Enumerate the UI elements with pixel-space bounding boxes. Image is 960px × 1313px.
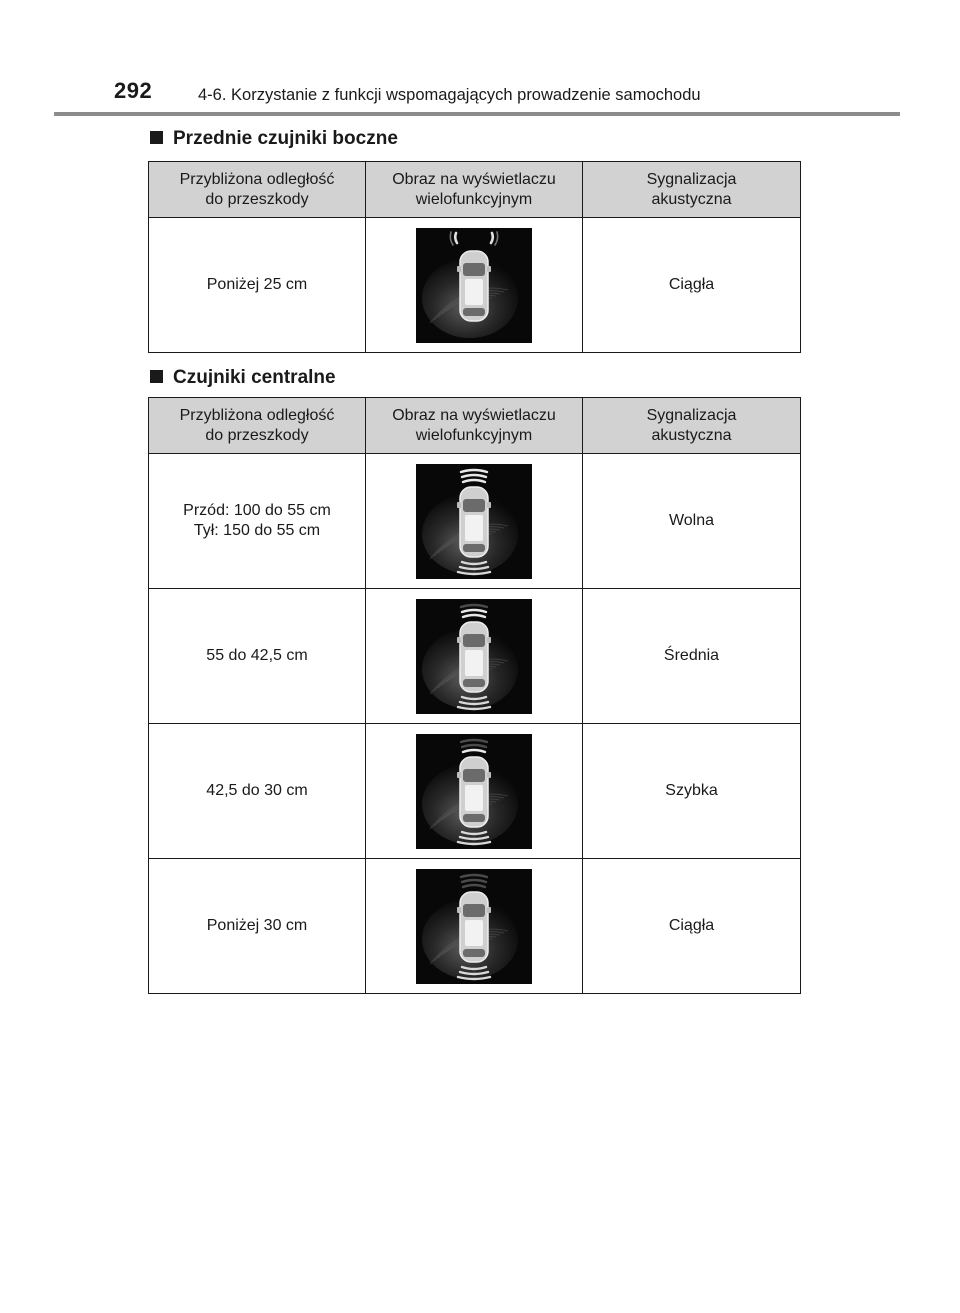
column-header-line: Przybliżona odległość	[179, 406, 335, 424]
distance-text: Tył: 150 do 55 cm	[193, 522, 321, 539]
center-sensor-display-0-bars-icon	[416, 869, 532, 984]
column-header-line: akustyczna	[651, 426, 732, 444]
table-row	[149, 724, 801, 859]
distance-text: Przód: 100 do 55 cm	[183, 502, 331, 519]
section-heading-front-corner	[150, 128, 398, 150]
center-sensor-display-1-bar-icon	[416, 734, 532, 849]
display-cell	[366, 454, 583, 589]
car-top-view-icon	[457, 757, 491, 827]
table-row	[149, 454, 801, 589]
square-bullet-icon	[150, 370, 163, 383]
column-header-line: Sygnalizacja	[646, 170, 737, 188]
square-bullet-icon	[150, 131, 163, 144]
distance-text: 42,5 do 30 cm	[206, 782, 308, 799]
distance-cell	[149, 589, 366, 724]
distance-text: Poniżej 30 cm	[206, 917, 308, 934]
column-header-line: wielofunkcyjnym	[415, 426, 533, 444]
table-row	[149, 218, 801, 353]
display-cell	[366, 859, 583, 994]
chapter-title: 4-6. Korzystanie z funkcji wspomagających prowadzenie samochodu	[198, 86, 701, 104]
column-header-buzzer	[583, 162, 801, 218]
header-rule	[54, 112, 900, 116]
buzzer-cell: Ciągła	[583, 859, 801, 994]
car-top-view-icon	[457, 251, 491, 321]
distance-cell	[149, 859, 366, 994]
column-header-line: do przeszkody	[205, 426, 309, 444]
table-row	[149, 859, 801, 994]
column-header-line: Przybliżona odległość	[179, 170, 335, 188]
display-cell	[366, 589, 583, 724]
column-header-line: Sygnalizacja	[646, 406, 737, 424]
car-top-view-icon	[457, 487, 491, 557]
column-header-line: akustyczna	[651, 190, 732, 208]
column-header-line: wielofunkcyjnym	[415, 190, 533, 208]
center-sensor-display-2-bars-icon	[416, 599, 532, 714]
car-top-view-icon	[457, 622, 491, 692]
column-header-display	[366, 398, 583, 454]
distance-cell	[149, 218, 366, 353]
center-sensor-table	[148, 397, 801, 994]
table-header-row	[149, 398, 801, 454]
table-header-row	[149, 162, 801, 218]
page-number: 292	[114, 78, 153, 103]
column-header-distance	[149, 162, 366, 218]
car-top-view-icon	[457, 892, 491, 962]
buzzer-cell: Średnia	[583, 589, 801, 724]
section-heading-label: Przednie czujniki boczne	[173, 128, 398, 149]
buzzer-cell: Wolna	[583, 454, 801, 589]
buzzer-cell: Ciągła	[583, 218, 801, 353]
distance-text: Poniżej 25 cm	[206, 276, 308, 293]
front-corner-sensor-table	[148, 161, 801, 353]
column-header-buzzer	[583, 398, 801, 454]
table-row	[149, 589, 801, 724]
section-heading-center	[150, 367, 336, 389]
distance-cell	[149, 724, 366, 859]
distance-cell	[149, 454, 366, 589]
display-cell	[366, 724, 583, 859]
column-header-distance	[149, 398, 366, 454]
column-header-line: Obraz na wyświetlaczu	[392, 406, 556, 424]
center-sensor-display-3-bars-icon	[416, 464, 532, 579]
front-corner-sensor-display-icon	[416, 228, 532, 343]
column-header-line: do przeszkody	[205, 190, 309, 208]
section-heading-label: Czujniki centralne	[173, 367, 336, 388]
buzzer-cell: Szybka	[583, 724, 801, 859]
display-cell	[366, 218, 583, 353]
distance-text: 55 do 42,5 cm	[206, 647, 308, 664]
column-header-display	[366, 162, 583, 218]
page-header	[0, 0, 960, 120]
column-header-line: Obraz na wyświetlaczu	[392, 170, 556, 188]
